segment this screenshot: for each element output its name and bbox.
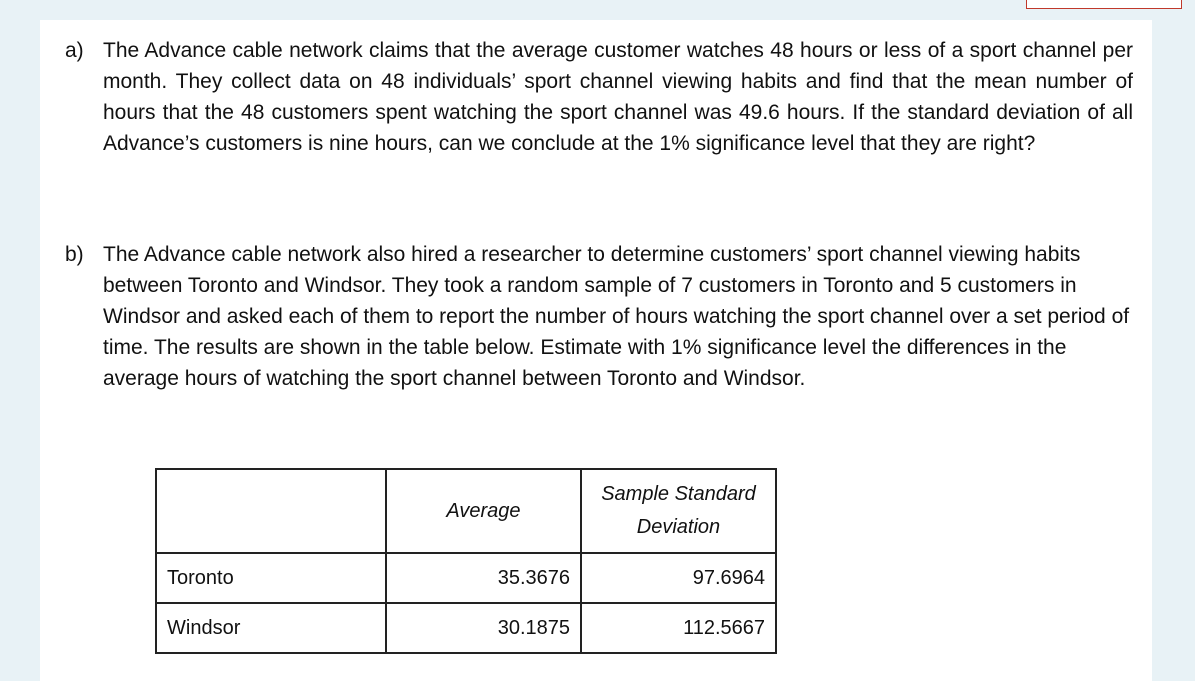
table-header-sample-sd [581, 469, 776, 553]
table-row [156, 553, 776, 603]
table-header-empty [156, 469, 386, 553]
document-page [40, 20, 1152, 681]
table-cell-sd: 97.6964 [581, 553, 776, 603]
table-header-sd-line1: Sample Standard [601, 483, 756, 505]
table-cell-city: Toronto [156, 553, 386, 603]
table-cell-sd: 112.5667 [581, 603, 776, 653]
table-header-sd-line2: Deviation [636, 516, 721, 538]
question-b [65, 239, 1133, 394]
question-a-text: The Advance cable network claims that the average customer watches 48 hours or less of a sport channel per month. They collect data on 48 individuals’ sport channel viewing habits and find that the mean number of hours that the 48 customers spent watching the sport channel was 49.6 hours. If the standard deviation of all Advance’s customers is nine hours, can we conclude at the 1% significance level that they are right? [103, 39, 1133, 155]
viewing-hours-table [155, 468, 777, 654]
table-row [156, 603, 776, 653]
corner-frame [1026, 0, 1182, 9]
question-b-marker: b) [65, 243, 84, 266]
question-b-text: The Advance cable network also hired a researcher to determine customers’ sport channel viewing habits between Toronto and Windsor. They took a random sample of 7 customers in Toronto and 5 customers in Windsor and asked each of them to report the number of hours watching the sport channel over a set period of time. The results are shown in the table below. Estimate with 1% significance level the differences in the average hours of watching the sport channel between Toronto and Windsor. [103, 243, 1130, 390]
table-header-row [156, 469, 776, 553]
question-a [65, 35, 1133, 159]
table-cell-average: 35.3676 [386, 553, 581, 603]
table-header-average: Average [386, 469, 581, 553]
table-cell-average: 30.1875 [386, 603, 581, 653]
table-cell-city: Windsor [156, 603, 386, 653]
question-a-marker: a) [65, 39, 84, 62]
